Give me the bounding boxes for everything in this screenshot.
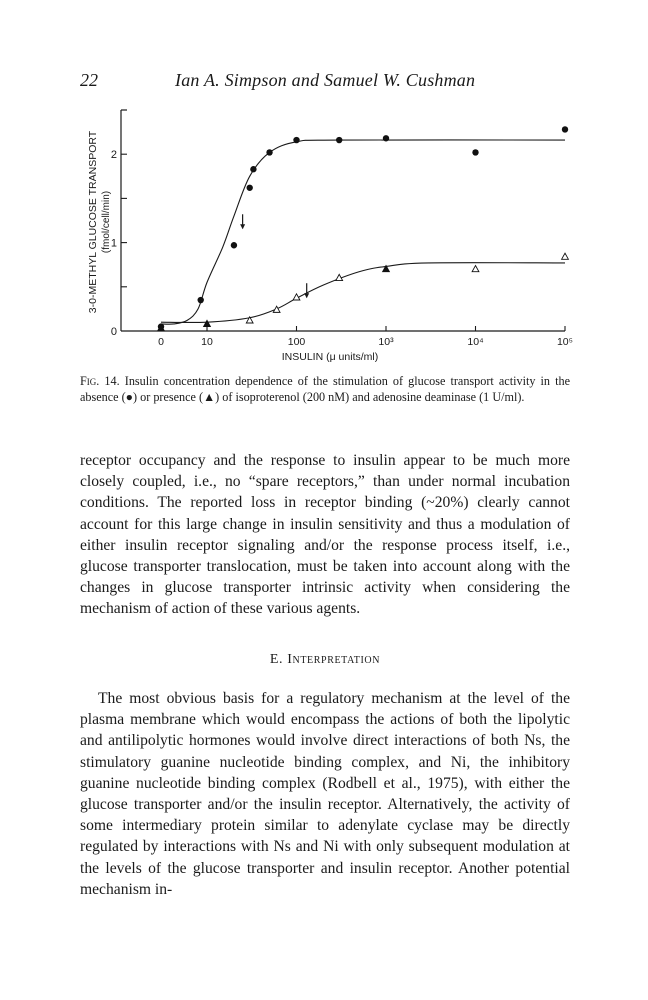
y-axis-label: 3-0-METHYL GLUCOSE TRANSPORT (87, 130, 99, 314)
figure-caption (80, 373, 570, 405)
fit-curve-series-1 (161, 140, 565, 324)
data-point-filled-circle (231, 242, 237, 248)
figure-label: Fig. 14. (80, 374, 120, 388)
data-point-filled-circle (562, 126, 568, 132)
body-paragraph-2: The most obvious basis for a regulatory mechanism at the level of the plasma membrane which would encompass the actions of both the lipolytic and antilipolytic hormones would involve direct interactions of both Ns, the stimulatory guanine nucleotide binding complex, and Ni, the inhibitory guanine nucleotide binding complex (Rodbell et al., 1975), with either the glucose transporter and/or the insulin receptor. Alternatively, the activity of some intermediary protein similar to adenylate cyclase may be directly regulated by interactions with Ns and Ni with only subsequent modulation at the levels of the glucose transporter and insulin receptor. Another potential mechanism in- (80, 690, 570, 898)
page-header (80, 70, 580, 92)
y-tick-label: 1 (110, 237, 117, 250)
x-tick-label: 10⁵ (556, 336, 574, 348)
data-point-filled-circle (247, 185, 253, 191)
chart-curves (161, 140, 565, 324)
data-point-triangle (204, 320, 211, 326)
chart-axes (121, 110, 565, 331)
data-point-filled-circle (266, 149, 272, 155)
data-point-triangle (273, 306, 280, 312)
data-point-filled-circle (250, 166, 256, 172)
data-point-filled-circle (472, 149, 478, 155)
x-axis-label: INSULIN (μ units/ml) (281, 351, 379, 363)
data-point-filled-circle (293, 137, 299, 143)
chart-points (158, 126, 569, 331)
body-paragraph-1: receptor occupancy and the response to insulin appear to be much more closely coupled, i.e., no “spare receptors,” than under normal incubation conditions. The reported loss in receptor binding (~20%) clearly cannot account for this large change in insulin sensitivity and thus a modulation of either insulin receptor signaling and/or the response process itself, i.e., glucose transporter translocation, must be taken into account along with the changes in glucose transporter intrinsic activity when considering the mechanism of action of these various agents. (80, 452, 570, 618)
chart-ticks (111, 149, 573, 348)
running-head: Ian A. Simpson and Samuel W. Cushman (175, 70, 476, 90)
x-tick-label: 10⁴ (467, 336, 484, 348)
half-max-arrowhead (240, 224, 245, 229)
data-point-filled-circle (336, 137, 342, 143)
data-point-filled-circle (383, 135, 389, 141)
half-max-arrowhead (304, 293, 309, 298)
x-tick-label: 100 (287, 336, 306, 348)
y-tick-label: 2 (110, 149, 117, 162)
x-tick-label: 10³ (378, 336, 394, 348)
x-tick-label: 0 (158, 336, 164, 348)
data-point-filled-circle (198, 297, 204, 303)
fit-curve-series-2 (161, 263, 565, 323)
y-axis-units-label: (fmol/cell/min) (101, 190, 112, 254)
data-point-triangle (562, 253, 569, 259)
x-tick-label: 10 (201, 336, 213, 348)
figure-caption-text: Insulin concentration dependence of the stimulation of glucose transport activity in the absence (●) or presence (▲) of isoproterenol (200 nM) and adenosine deaminase (1 U/ml). (80, 374, 571, 404)
page-number: 22 (80, 70, 98, 90)
section-heading: E. Interpretation (269, 652, 381, 667)
y-tick-label: 0 (110, 326, 117, 338)
figure-14-chart (0, 100, 648, 370)
data-point-triangle (472, 266, 479, 272)
